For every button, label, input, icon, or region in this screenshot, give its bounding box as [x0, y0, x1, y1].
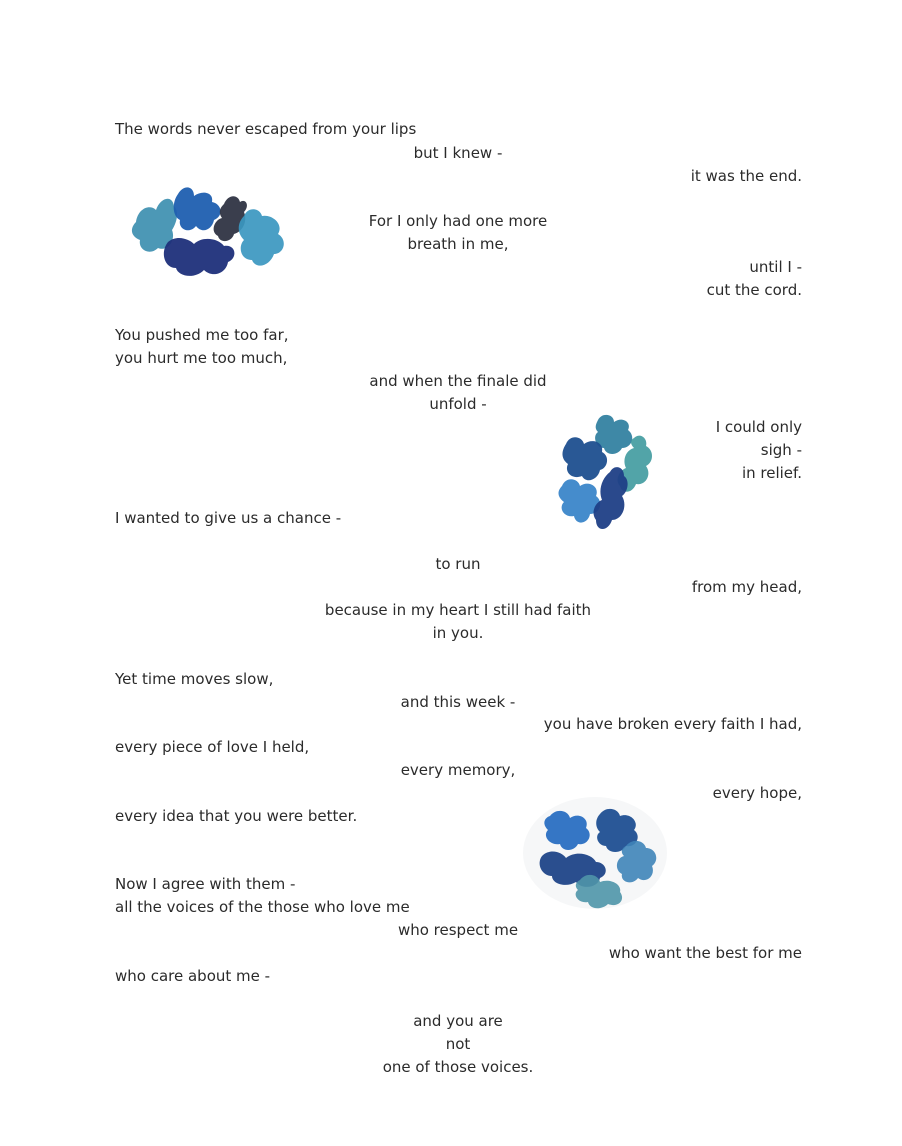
ink-blot — [174, 187, 221, 230]
poem-line: to run — [435, 555, 481, 573]
blue-ink-blots-illustration — [556, 410, 668, 538]
poem-line: and you are — [413, 1012, 503, 1030]
poem-line: every piece of love I held, — [115, 738, 310, 756]
poem-line: but I knew - — [413, 144, 503, 162]
poem-line: every memory, — [400, 761, 516, 779]
poem-line: unfold - — [429, 395, 487, 413]
poem-line: from my head, — [691, 578, 802, 596]
poem-line: you hurt me too much, — [115, 349, 288, 367]
poem-line: and this week - — [400, 693, 516, 711]
poem-line: who want the best for me — [608, 944, 802, 962]
poem-line: every idea that you were better. — [115, 807, 358, 825]
poem-line: Now I agree with them - — [115, 875, 296, 893]
poem-line: cut the cord. — [706, 281, 802, 299]
poem-line: until I - — [749, 258, 802, 276]
poem-line: who respect me — [397, 921, 519, 939]
poem-line: who care about me - — [115, 967, 271, 985]
poem-line: in relief. — [741, 464, 802, 482]
ink-blot — [164, 238, 235, 276]
blue-ink-blots-illustration — [128, 182, 294, 284]
poem-line: breath in me, — [407, 235, 509, 253]
poem-line: you have broken every faith I had, — [543, 715, 802, 733]
ink-blot — [239, 209, 284, 265]
ink-blot — [559, 479, 601, 522]
poem-line: I wanted to give us a chance - — [115, 509, 342, 527]
poem-line: You pushed me too far, — [115, 326, 289, 344]
poem-line: For I only had one more — [368, 212, 548, 230]
ink-blot — [594, 467, 628, 529]
poem-line: I could only — [715, 418, 802, 436]
poem-line: Yet time moves slow, — [115, 670, 274, 688]
poem-line: every hope, — [712, 784, 802, 802]
poem-line: The words never escaped from your lips — [115, 120, 417, 138]
poem-line: and when the finale did — [369, 372, 547, 390]
poem-line: sigh - — [760, 441, 802, 459]
poem-line: one of those voices. — [382, 1058, 534, 1076]
poem-line: not — [445, 1035, 471, 1053]
blue-ink-blots-illustration — [522, 796, 668, 910]
poem-line: all the voices of the those who love me — [115, 898, 410, 916]
poem-line: it was the end. — [690, 167, 802, 185]
poem-line: in you. — [432, 624, 484, 642]
poem-line: because in my heart I still had faith — [324, 601, 592, 619]
